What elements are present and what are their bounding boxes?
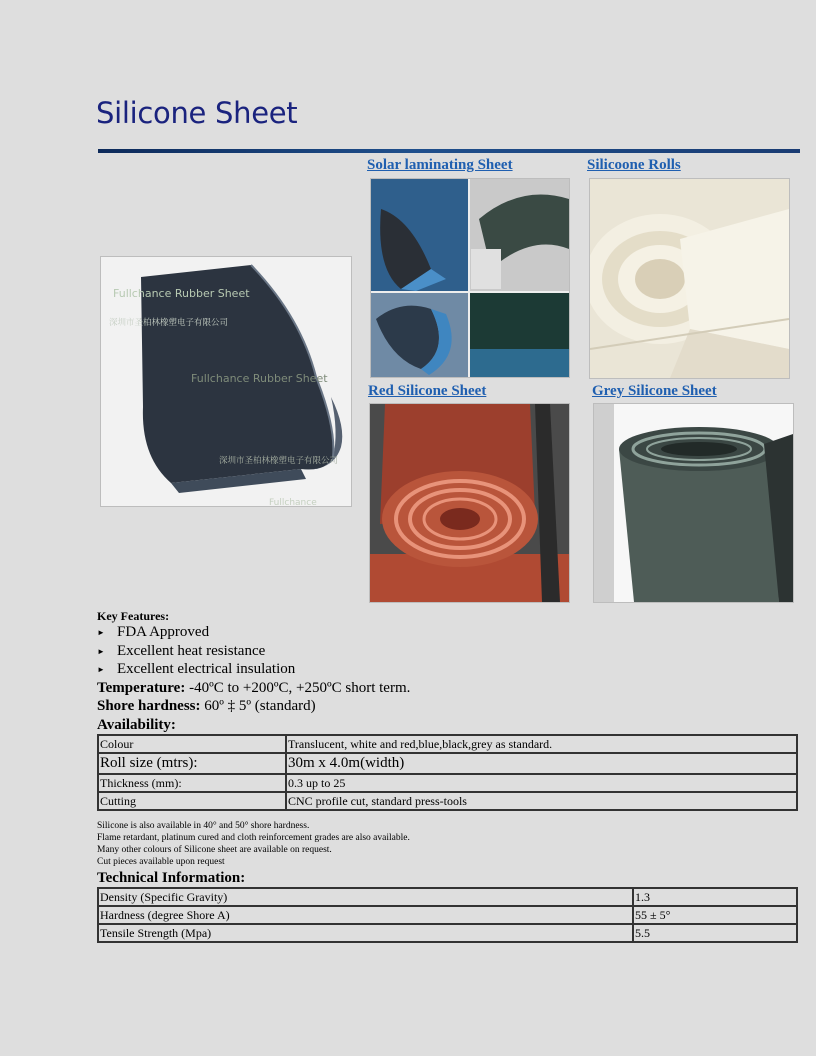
key-features-label: Key Features: bbox=[97, 609, 170, 623]
bullet-icon: ► bbox=[97, 628, 105, 638]
table-cell-value: Translucent, white and red,blue,black,grey as standard. bbox=[286, 735, 797, 753]
bullet-icon: ► bbox=[97, 665, 105, 675]
table-cell-value: 55 ± 5° bbox=[633, 906, 797, 924]
table-cell-key: Density (Specific Gravity) bbox=[98, 888, 633, 906]
feature-text: Excellent electrical insulation bbox=[117, 661, 296, 677]
table-row bbox=[98, 753, 797, 774]
watermark-5: Fullchance bbox=[269, 498, 317, 506]
table-cell-value: 30m x 4.0m(width) bbox=[286, 753, 797, 774]
table-cell-key: Colour bbox=[98, 735, 286, 753]
caption-grey-silicone-sheet[interactable]: Grey Silicone Sheet bbox=[592, 383, 717, 399]
watermark-1: Fullchance Rubber Sheet bbox=[113, 287, 250, 300]
shore-hardness-line bbox=[97, 698, 316, 715]
table-cell-value: 1.3 bbox=[633, 888, 797, 906]
note-line: Many other colours of Silicone sheet are available on request. bbox=[97, 845, 332, 855]
table-cell-key: Cutting bbox=[98, 792, 286, 810]
feature-text: FDA Approved bbox=[117, 624, 210, 640]
watermark-3: Fullchance Rubber Sheet bbox=[191, 372, 328, 385]
silicone-rolls-photo bbox=[589, 178, 790, 379]
table-cell-key: Thickness (mm): bbox=[98, 774, 286, 792]
bullet-icon: ► bbox=[97, 647, 105, 657]
grey-sheet-photo bbox=[593, 403, 794, 603]
availability-heading: Availability: bbox=[97, 717, 176, 733]
table-row bbox=[98, 906, 797, 924]
table-row bbox=[98, 924, 797, 942]
table-cell-key: Roll size (mtrs): bbox=[98, 753, 286, 774]
feature-item bbox=[97, 624, 209, 641]
technical-table bbox=[97, 887, 798, 943]
caption-solar-laminating-sheet[interactable]: Solar laminating Sheet bbox=[367, 157, 513, 173]
feature-item bbox=[97, 643, 265, 660]
feature-item bbox=[97, 661, 295, 678]
table-cell-value: 0.3 up to 25 bbox=[286, 774, 797, 792]
temperature-label: Temperature: bbox=[97, 680, 186, 696]
title-divider bbox=[98, 149, 800, 153]
table-row bbox=[98, 888, 797, 906]
note-line: Cut pieces available upon request bbox=[97, 857, 225, 867]
temperature-value: -40ºC to +200ºC, +250ºC short term. bbox=[185, 680, 411, 696]
watermark-2: 深圳市圣柏林橡塑电子有限公司 bbox=[109, 318, 229, 328]
shore-hardness-label: Shore hardness: bbox=[97, 698, 201, 714]
note-line: Flame retardant, platinum cured and cloth reinforcement grades are also available. bbox=[97, 833, 410, 843]
table-cell-key: Tensile Strength (Mpa) bbox=[98, 924, 633, 942]
temperature-line bbox=[97, 680, 410, 697]
main-sheet-photo bbox=[100, 256, 352, 507]
table-cell-value: 5.5 bbox=[633, 924, 797, 942]
availability-table bbox=[97, 734, 798, 811]
page-title: Silicone Sheet bbox=[96, 96, 298, 130]
note-line: Silicone is also available in 40° and 50° shore hardness. bbox=[97, 821, 310, 831]
feature-text: Excellent heat resistance bbox=[117, 643, 266, 659]
solar-sheet-photo bbox=[370, 178, 570, 378]
technical-information-heading: Technical Information: bbox=[97, 870, 246, 886]
table-row bbox=[98, 735, 797, 753]
table-row bbox=[98, 774, 797, 792]
table-cell-key: Hardness (degree Shore A) bbox=[98, 906, 633, 924]
caption-silicone-rolls[interactable]: Silicoone Rolls bbox=[587, 157, 681, 173]
table-cell-value: CNC profile cut, standard press-tools bbox=[286, 792, 797, 810]
table-row bbox=[98, 792, 797, 810]
red-sheet-photo bbox=[369, 403, 570, 603]
caption-red-silicone-sheet[interactable]: Red Silicone Sheet bbox=[368, 383, 487, 399]
shore-hardness-value: 60º ‡ 5º (standard) bbox=[200, 698, 316, 714]
watermark-4: 深圳市圣柏林橡塑电子有限公司 bbox=[219, 456, 339, 466]
